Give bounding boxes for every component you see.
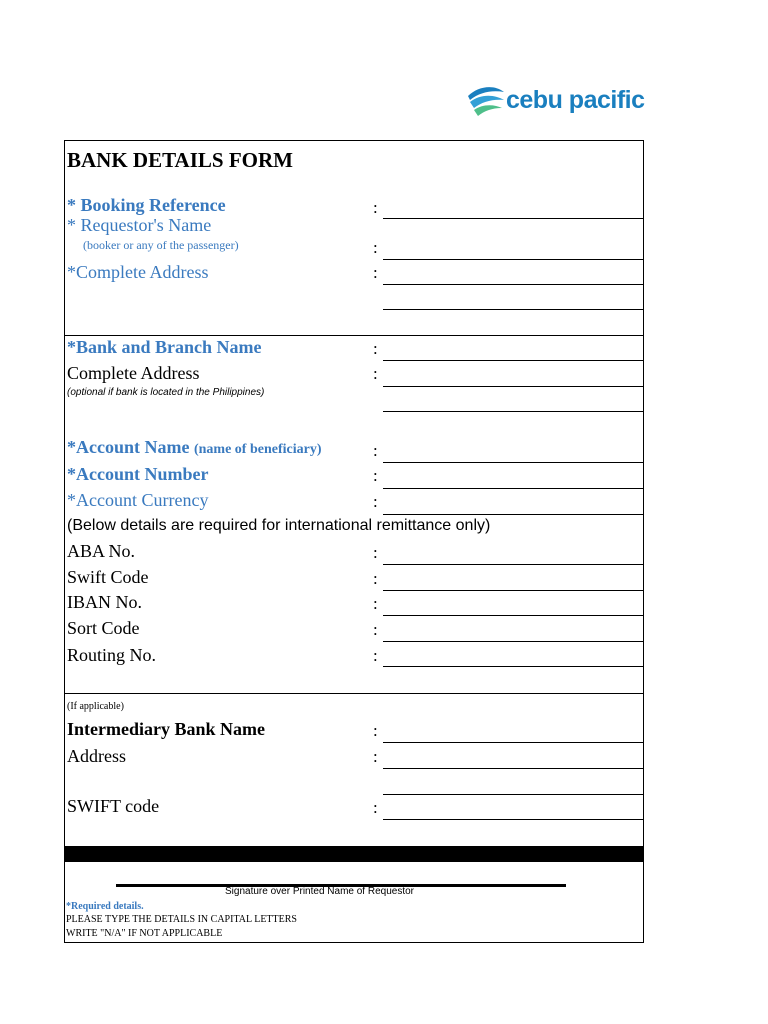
intermediary-address-field[interactable] — [383, 768, 644, 769]
colon: : — [373, 721, 378, 740]
account-name-label: *Account Name — [67, 437, 190, 457]
colon: : — [373, 747, 378, 766]
colon: : — [373, 238, 378, 257]
account-currency-label: *Account Currency — [67, 490, 209, 510]
colon: : — [373, 543, 378, 562]
intermediary-address-label: Address — [67, 746, 126, 766]
if-applicable-note: (If applicable) — [67, 701, 124, 712]
requestor-hint: (booker or any of the passenger) — [83, 238, 239, 252]
colon: : — [373, 198, 378, 217]
na-note: WRITE "N/A" IF NOT APPLICABLE — [66, 928, 223, 939]
account-name-field[interactable] — [383, 462, 644, 463]
signature-caption: Signature over Printed Name of Requestor — [225, 886, 414, 897]
intermediary-address-field-line2[interactable] — [383, 794, 644, 795]
form-title: BANK DETAILS FORM — [67, 148, 293, 172]
bank-address-hint: (optional if bank is located in the Philippines) — [67, 387, 265, 398]
routing-no-label: Routing No. — [67, 645, 157, 665]
routing-no-field[interactable] — [383, 666, 644, 667]
intermediary-bank-name-field[interactable] — [383, 742, 644, 743]
colon: : — [373, 620, 378, 639]
account-number-label: *Account Number — [67, 464, 209, 484]
bank-branch-name-field[interactable] — [383, 360, 644, 361]
section-divider — [65, 693, 643, 694]
colon: : — [373, 339, 378, 358]
account-name-row — [67, 437, 322, 458]
iban-no-label: IBAN No. — [67, 592, 142, 612]
iban-no-field[interactable] — [383, 615, 644, 616]
booking-reference-field[interactable] — [383, 218, 644, 219]
account-currency-field[interactable] — [383, 514, 644, 515]
bank-details-form — [64, 140, 644, 943]
complete-address-label: *Complete Address — [67, 262, 209, 282]
aba-no-label: ABA No. — [67, 541, 136, 561]
colon: : — [373, 492, 378, 511]
sort-code-label: Sort Code — [67, 618, 140, 638]
colon: : — [373, 594, 378, 613]
swift-code-field[interactable] — [383, 590, 644, 591]
requestor-name-label: * Requestor's Name — [67, 215, 212, 235]
sort-code-field[interactable] — [383, 641, 644, 642]
required-details-note: *Required details. — [66, 901, 144, 912]
bank-branch-name-label: *Bank and Branch Name — [67, 337, 262, 357]
requestor-name-field[interactable] — [383, 259, 644, 260]
section-divider — [65, 335, 643, 336]
colon: : — [373, 263, 378, 282]
bank-complete-address-field-line2[interactable] — [383, 411, 644, 412]
section-bar — [64, 846, 644, 862]
bank-complete-address-field[interactable] — [383, 386, 644, 387]
colon: : — [373, 798, 378, 817]
colon: : — [373, 441, 378, 460]
booking-reference-label: * Booking Reference — [67, 195, 226, 215]
intermediary-swift-code-label: SWIFT code — [67, 796, 160, 816]
colon: : — [373, 364, 378, 383]
cebu-pacific-logo — [466, 82, 645, 124]
colon: : — [373, 569, 378, 588]
account-name-hint: (name of beneficiary) — [193, 442, 322, 457]
bank-complete-address-label: Complete Address — [67, 363, 200, 383]
complete-address-field-line2[interactable] — [383, 309, 644, 310]
swift-code-label: Swift Code — [67, 567, 149, 587]
logo-text: cebu pacific — [506, 86, 645, 114]
intermediary-swift-code-field[interactable] — [383, 819, 644, 820]
aba-no-field[interactable] — [383, 564, 644, 565]
colon: : — [373, 466, 378, 485]
intermediary-bank-name-label: Intermediary Bank Name — [67, 719, 265, 739]
complete-address-field[interactable] — [383, 284, 644, 285]
colon: : — [373, 646, 378, 665]
capital-letters-note: PLEASE TYPE THE DETAILS IN CAPITAL LETTERS — [66, 914, 297, 925]
wing-icon — [466, 82, 506, 122]
account-number-field[interactable] — [383, 488, 644, 489]
international-note: (Below details are required for international remittance only) — [67, 517, 491, 534]
